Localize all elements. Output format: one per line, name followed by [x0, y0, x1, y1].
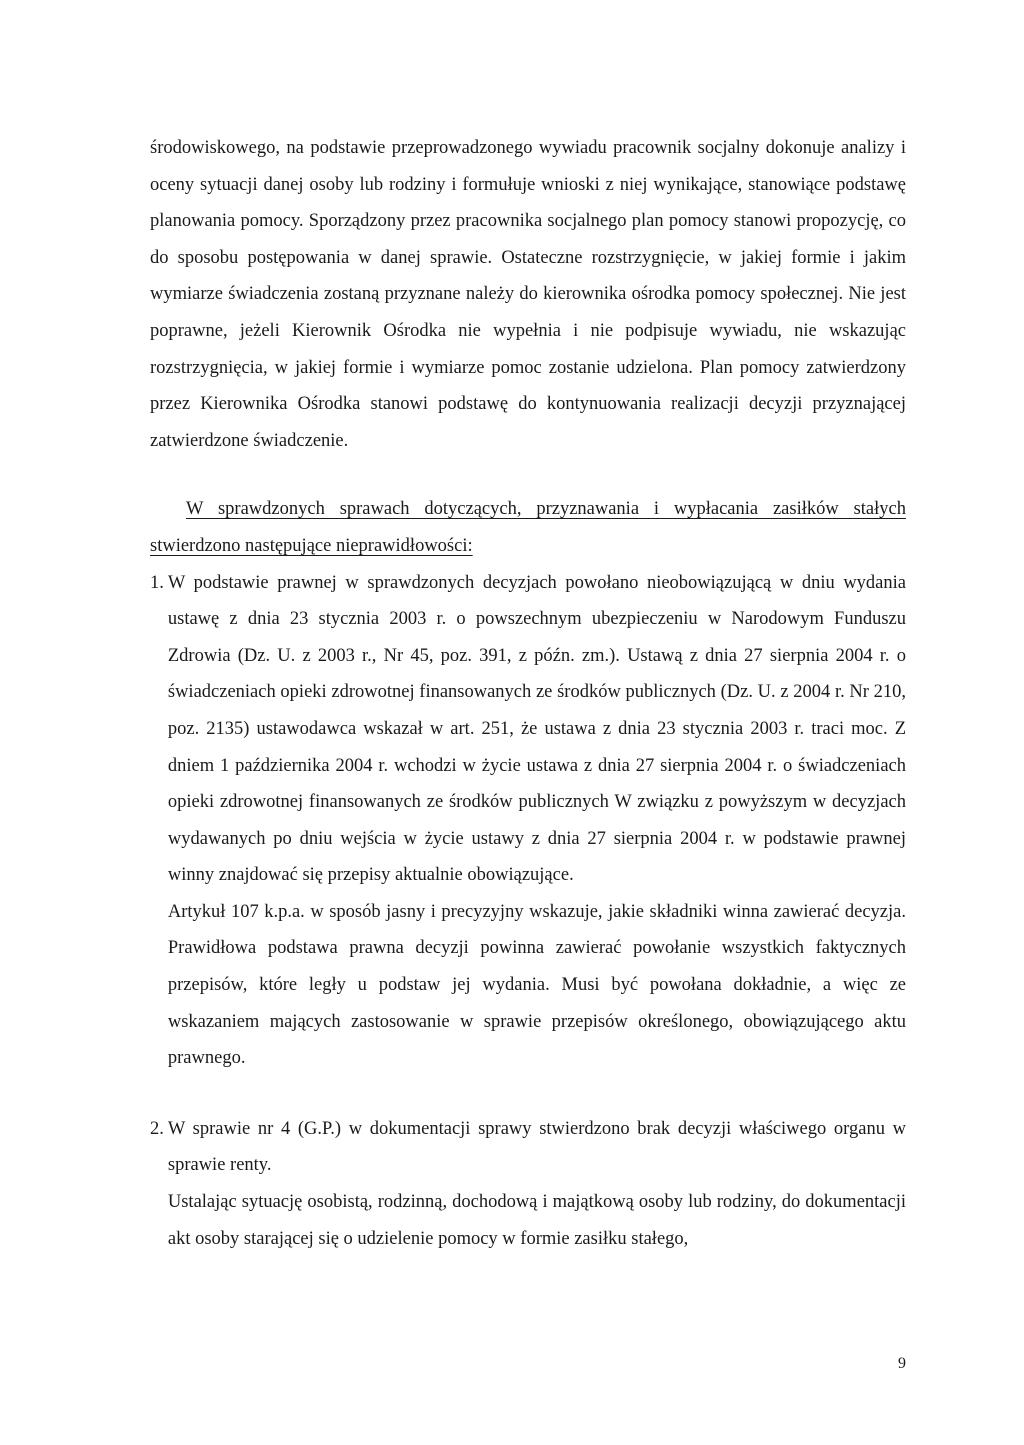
- document-page: [150, 130, 906, 1257]
- section-heading: [150, 491, 906, 564]
- paragraph-wywiad: środowiskowego, na podstawie przeprowadzonego wywiadu pracownik socjalny dokonuje analizy i oceny sytuacji danej osoby lub rodziny i formułuje wnioski z niej wynikające, stanowiące podstawę planowania pomocy. Sporządzony przez pracownika socjalnego plan pomocy stanowi propozycję, co do sposobu postępowania w danej sprawie. Ostateczne rozstrzygnięcie, w jakiej formie i jakim wymiarze świadczenia zostaną przyznane należy do kierownika ośrodka pomocy społecznej. Nie jest poprawne, jeżeli Kierownik Ośrodka nie wypełnia i nie podpisuje wywiadu, nie wskazując rozstrzygnięcia, w jakiej formie i wymiarze pomoc zostanie udzielona. Plan pomocy zatwierdzony przez Kierownika Ośrodka stanowi podstawę do kontynuowania realizacji decyzji przyznającej zatwierdzone świadczenie.: [150, 138, 906, 451]
- list-item-2: [150, 1111, 906, 1257]
- list-item-2-text: W sprawie nr 4 (G.P.) w dokumentacji sprawy stwierdzono brak decyzji właściwego organu w sprawie renty.: [167, 1118, 906, 1176]
- section-heading-text: W sprawdzonych sprawach dotyczących, przyznawania i wypłacania zasiłków stałych stwierdzono następujące nieprawidłowości:: [150, 499, 906, 556]
- list-item-2-number: 2.: [150, 1118, 164, 1139]
- list-item-1: [150, 565, 906, 1077]
- list-item-2-body: [168, 1111, 906, 1257]
- page-number: 9: [898, 1355, 906, 1372]
- list-item-1-number: 1.: [150, 572, 164, 593]
- spacer: [150, 1077, 906, 1111]
- list-item-1-body: [168, 565, 906, 1077]
- spacer: [150, 459, 906, 491]
- list-item-2-continuation: Ustalając sytuację osobistą, rodzinną, dochodową i majątkową osoby lub rodziny, do dokumentacji akt osoby starającej się o udzielenie pomocy w formie zasiłku stałego,: [167, 1192, 906, 1249]
- list-item-1-continuation: Artykuł 107 k.p.a. w sposób jasny i precyzyjny wskazuje, jakie składniki winna zawierać decyzja. Prawidłowa podstawa prawna decyzji powinna zawierać powołanie wszystkich faktycznych przepisów, które legły u podstaw jej wydania. Musi być powołana dokładnie, a więc ze wskazaniem mających zastosowanie w sprawie przepisów określonego, obowiązującego aktu prawnego.: [167, 901, 906, 1069]
- list-item-1-text: W podstawie prawnej w sprawdzonych decyzjach powołano nieobowiązującą w dniu wydania ustawę z dnia 23 stycznia 2003 r. o powszechnym ubezpieczeniu w Narodowym Funduszu Zdrowia (Dz. U. z 2003 r., Nr 45, poz. 391, z późn. zm.). Ustawą z dnia 27 sierpnia 2004 r. o świadczeniach opieki zdrowotnej finansowanych ze środków publicznych (Dz. U. z 2004 r. Nr 210, poz. 2135) ustawodawca wskazał w art. 251, że ustawa z dnia 23 stycznia 2003 r. traci moc. Z dniem 1 października 2004 r. wchodzi w życie ustawa z dnia 27 sierpnia 2004 r. o świadczeniach opieki zdrowotnej finansowanych ze środków publicznych W związku z powyższym w decyzjach wydawanych po dniu wejścia w życie ustawy z dnia 27 sierpnia 2004 r. w podstawie prawnej winny znajdować się przepisy aktualnie obowiązujące.: [167, 572, 906, 886]
